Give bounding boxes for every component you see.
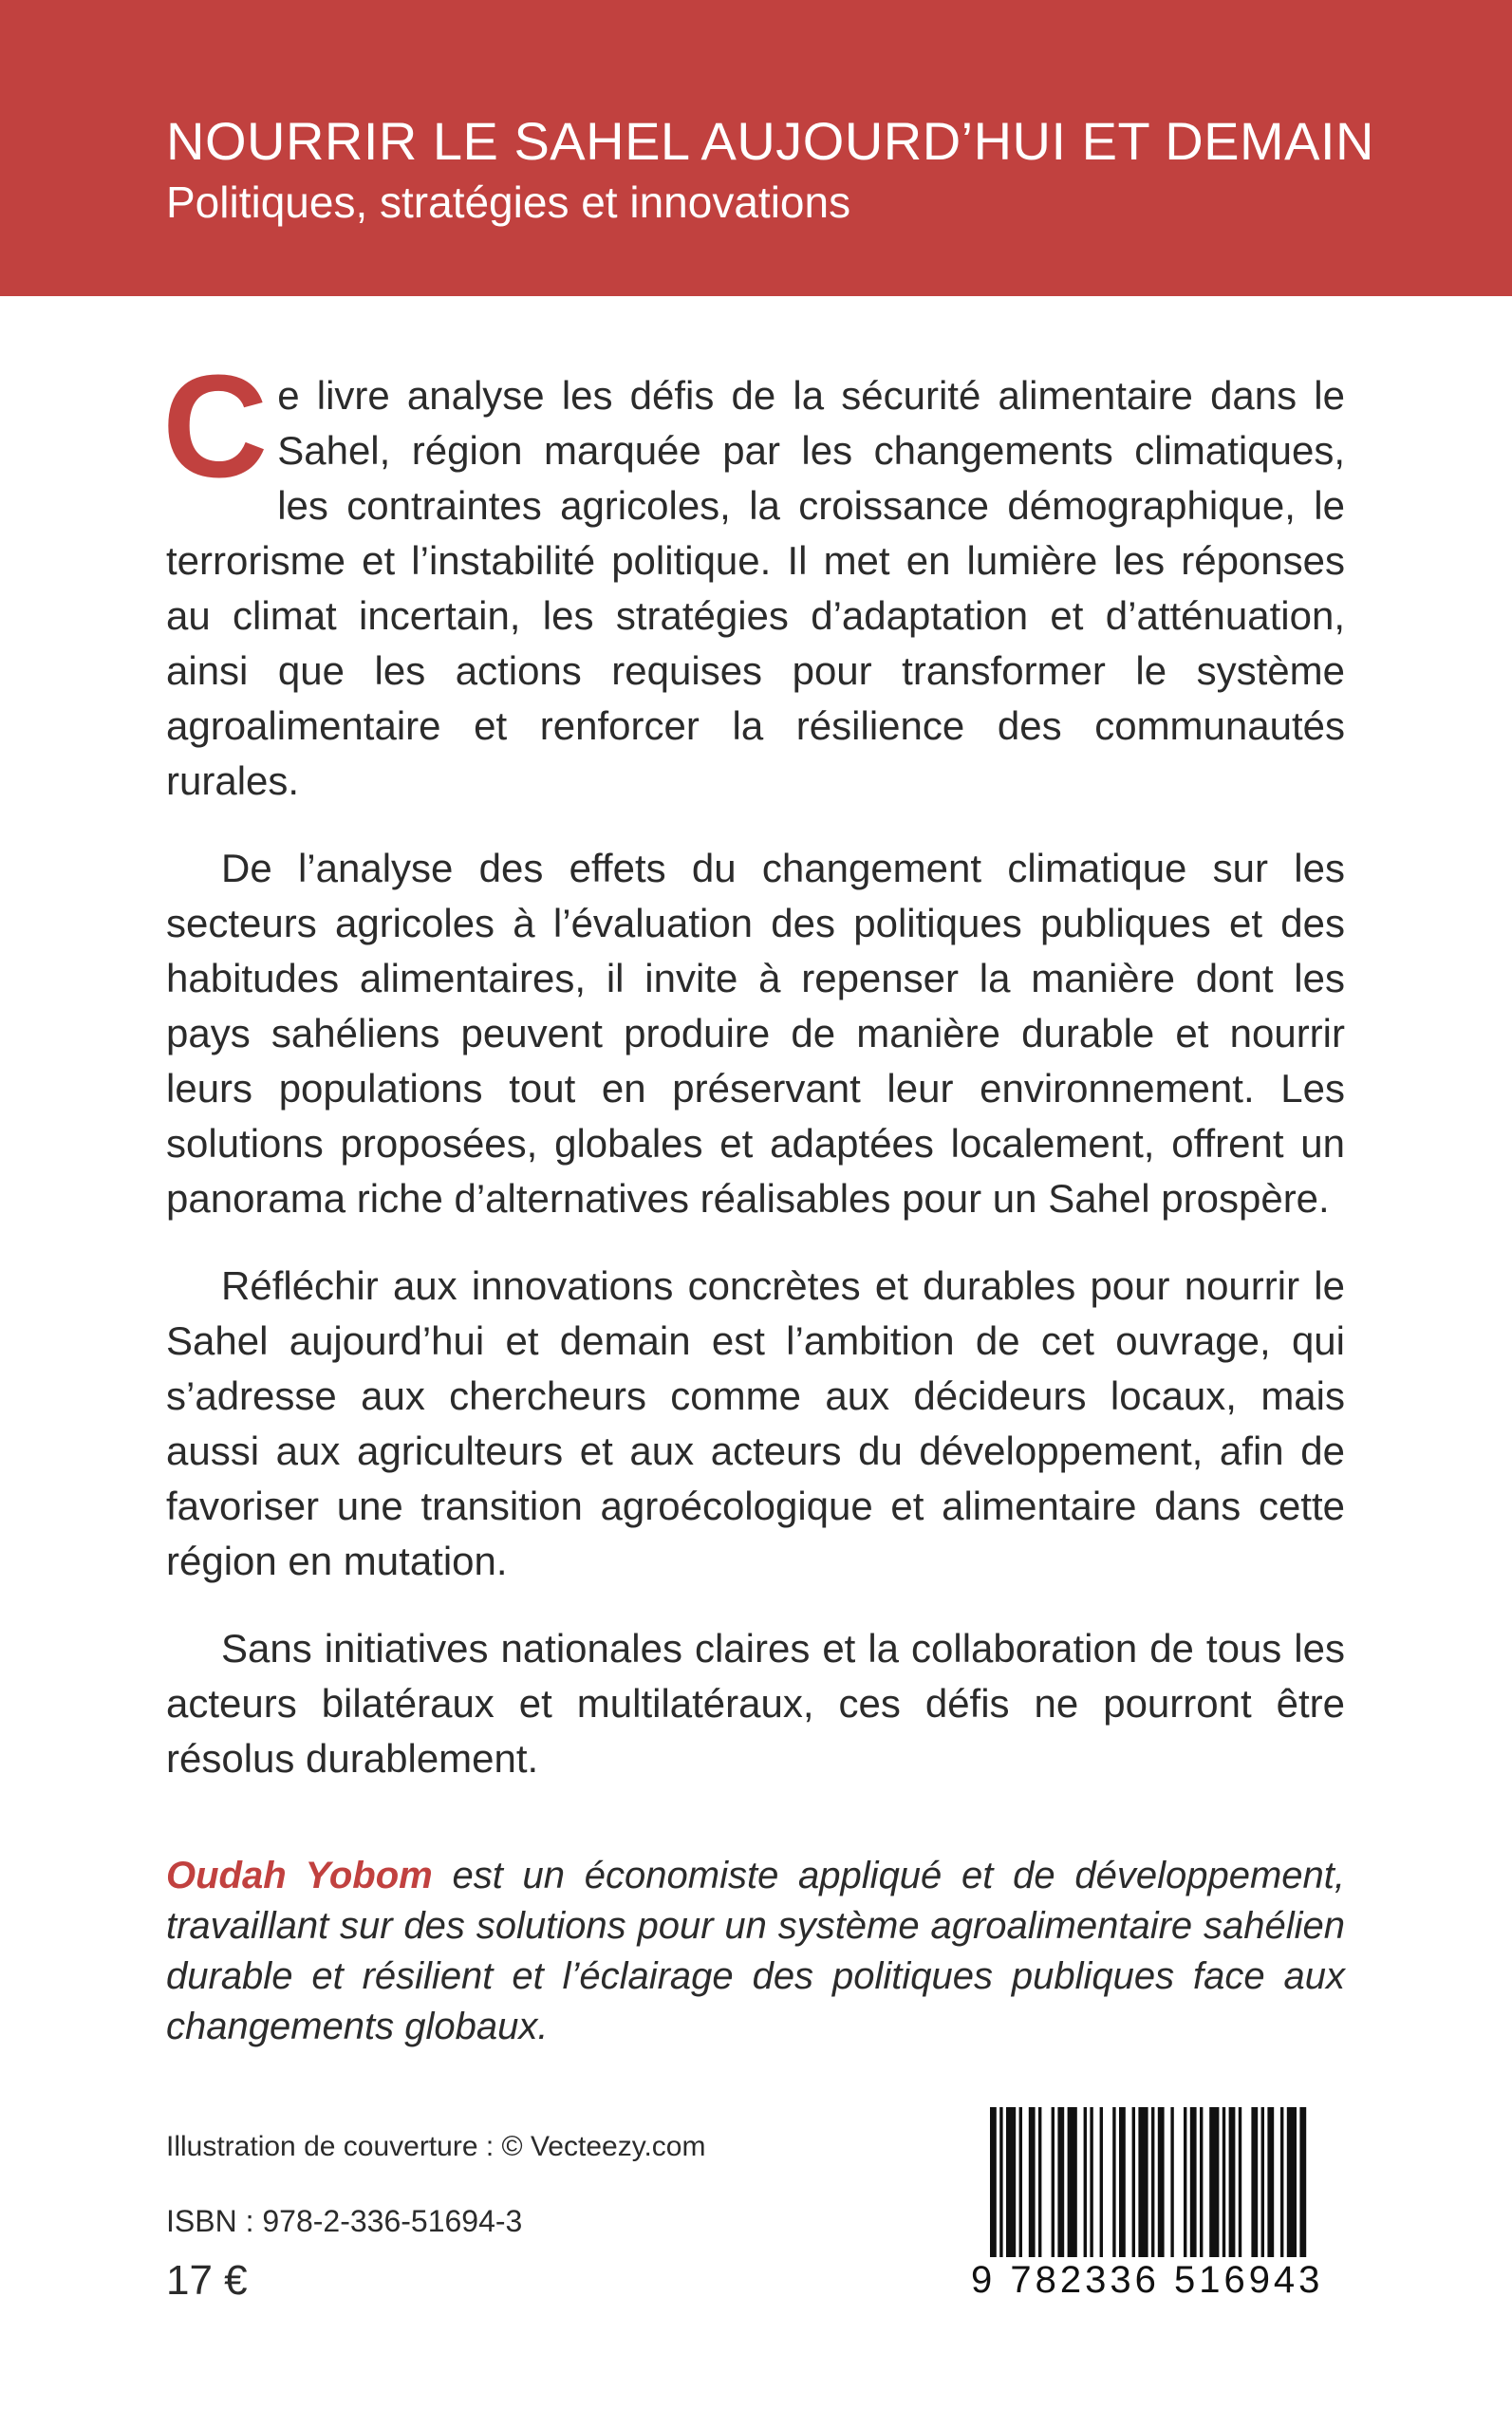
barcode-bar (1019, 2107, 1022, 2257)
barcode-bar (1229, 2107, 1236, 2257)
header-band (0, 0, 1512, 296)
drop-cap: C (162, 345, 269, 508)
barcode-bar (1251, 2107, 1258, 2257)
barcode-bar (1038, 2107, 1041, 2257)
illustration-credit: Illustration de couverture : © Vecteezy.com (166, 2131, 706, 2162)
barcode-bar (1119, 2107, 1126, 2257)
barcode-bars (990, 2107, 1313, 2259)
barcode-bar (1158, 2107, 1165, 2257)
author-bio-text: est un économiste appliqué et de développement, travaillant sur des solutions pour un système agroalimentaire sahélien durable et résilient et l’éclairage des politiques publiques face aux changements globaux. (166, 1855, 1345, 2047)
barcode-bar (1132, 2107, 1135, 2257)
author-bio (166, 1851, 1345, 2052)
barcode-bar (990, 2107, 997, 2257)
paragraph-3: Réfléchir aux innovations concrètes et durables pour nourrir le Sahel aujourd’hui et demain est l’ambition de cet ouvrage, qui s’adresse aux chercheurs comme aux décideurs locaux, mais aussi aux agriculteurs et aux acteurs du développement, afin de favoriser une transition agroécologique et alimentaire dans cette région en mutation. (166, 1263, 1345, 1583)
barcode-bar (1029, 2107, 1036, 2257)
barcode-bar (1100, 2107, 1103, 2257)
price-text: 17 € (166, 2257, 248, 2304)
barcode-bar (999, 2107, 1002, 2257)
barcode-bar (1280, 2107, 1283, 2257)
barcode-bar (1223, 2107, 1225, 2257)
barcode-bar (1138, 2107, 1148, 2257)
barcode-bar (1090, 2107, 1092, 2257)
barcode-bar (1299, 2107, 1306, 2257)
barcode-bar (1209, 2107, 1219, 2257)
barcode-bar (1112, 2107, 1115, 2257)
author-name: Oudah Yobom (166, 1855, 433, 1896)
back-cover-blurb (162, 345, 1345, 1819)
barcode-bar (1151, 2107, 1154, 2257)
barcode-bar (1267, 2107, 1274, 2257)
barcode-bar (1190, 2107, 1197, 2257)
barcode-bar (1184, 2107, 1186, 2257)
isbn-text: ISBN : 978-2-336-51694-3 (166, 2204, 523, 2238)
barcode-bar (1261, 2107, 1264, 2257)
barcode-bar (1057, 2107, 1064, 2257)
barcode-bar (1287, 2107, 1297, 2257)
book-title: NOURRIR LE SAHEL AUJOURD’HUI ET DEMAIN (166, 111, 1374, 171)
book-subtitle: Politiques, stratégies et innovations (166, 177, 851, 227)
paragraph-4: Sans initiatives nationales claires et la collaboration de tous les acteurs bilatéraux et multilatéraux, ces défis ne pourront être résolus durablement. (166, 1626, 1345, 1781)
barcode-bar (1006, 2107, 1016, 2257)
barcode-bar (1239, 2107, 1241, 2257)
barcode-bar (1084, 2107, 1087, 2257)
paragraph-2: De l’analyse des effets du changement climatique sur les secteurs agricoles à l’évaluation des politiques publiques et des habitudes alimentaires, il invite à repenser la manière dont les pays sahéliens peuvent produire de manière durable et nourrir leurs populations tout en préservant leur environnement. Les solutions proposées, globales et adaptées localement, offrent un panorama riche d’alternatives réalisables pour un Sahel prospère. (166, 846, 1345, 1221)
barcode-bar (1170, 2107, 1173, 2257)
barcode-bar (1200, 2107, 1203, 2257)
paragraph-1 (162, 345, 1345, 809)
barcode-bar (1052, 2107, 1055, 2257)
paragraph-1-text: e livre analyse les défis de la sécurité alimentaire dans le Sahel, région marquée par les changements climatiques, les contraintes agricoles, la croissance démographique, le terrorisme et l’instabilité politique. Il met en lumière les réponses au climat incertain, les stratégies d’adaptation et d’atténuation, ainsi que les actions requises pour transformer le système agroalimentaire et renforcer la résilience des communautés rurales. (166, 373, 1345, 803)
barcode-bar (1068, 2107, 1077, 2257)
barcode-digits: 9 782336 516943 (971, 2259, 1324, 2301)
isbn-barcode (971, 2107, 1332, 2316)
